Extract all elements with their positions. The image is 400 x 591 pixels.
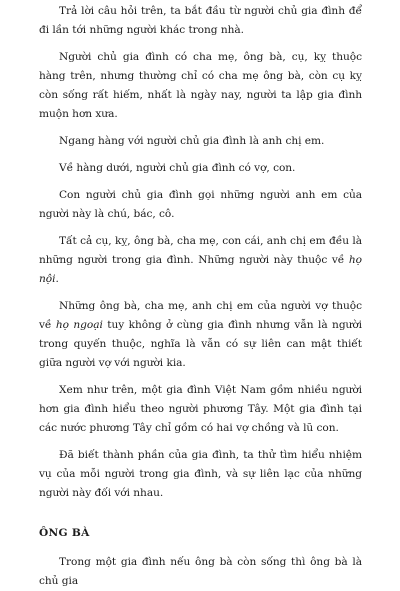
paragraph-1: Trả lời câu hỏi trên, ta bắt đầu từ người chủ gia đình để đi lần tới những người khác trong nhà. [39,5,362,36]
paragraph-2: Người chủ gia đình có cha mẹ, ông bà, cụ, kỵ thuộc hàng trên, nhưng thường chỉ có cha mẹ ông bà, còn cụ kỵ còn sống rất hiếm, nhất là ngày nay, người ta lập gia đình muộn hơn xưa. [39,51,362,120]
paragraph-8: Xem như trên, một gia đình Việt Nam gồm nhiều người hơn gia đình hiểu theo người phương Tây. Một gia đình tại các nước phương Tây chỉ gồm có hai vợ chồng và lũ con. [39,384,362,434]
paragraph-9: Đã biết thành phần của gia đình, ta thử tìm hiểu nhiệm vụ của mỗi người trong gia đình, và sự liên lạc của những người này đối với nhau. [39,449,362,499]
emphasis-ho-noi: họ nội [39,254,362,285]
paragraph-3: Ngang hàng với người chủ gia đình là anh chị em. [59,135,325,147]
paragraph-4: Về hàng dưới, người chủ gia đình có vợ, con. [59,162,296,174]
paragraph-5: Con người chủ gia đình gọi những người anh em của người này là chú, bác, cô. [39,189,362,220]
paragraph-7: Những ông bà, cha mẹ, anh chị em của người vợ thuộc về họ ngoại tuy không ở cùng gia đình nhưng vẫn là người trong quyến thuộc, nghĩa là vẫn có sự liên can mật thiết giữa người vợ với người kia. [39,300,362,369]
emphasis-ho-ngoai: họ ngoại [55,319,103,331]
paragraph-6: Tất cả cụ, kỵ, ông bà, cha mẹ, con cái, anh chị em đều là những người trong gia đình. Những người này thuộc về họ nội. [39,235,362,285]
section-heading: ÔNG BÀ [39,527,90,539]
section-first-paragraph: Trong một gia đình nếu ông bà còn sống thì ông bà là chủ gia [39,556,362,587]
